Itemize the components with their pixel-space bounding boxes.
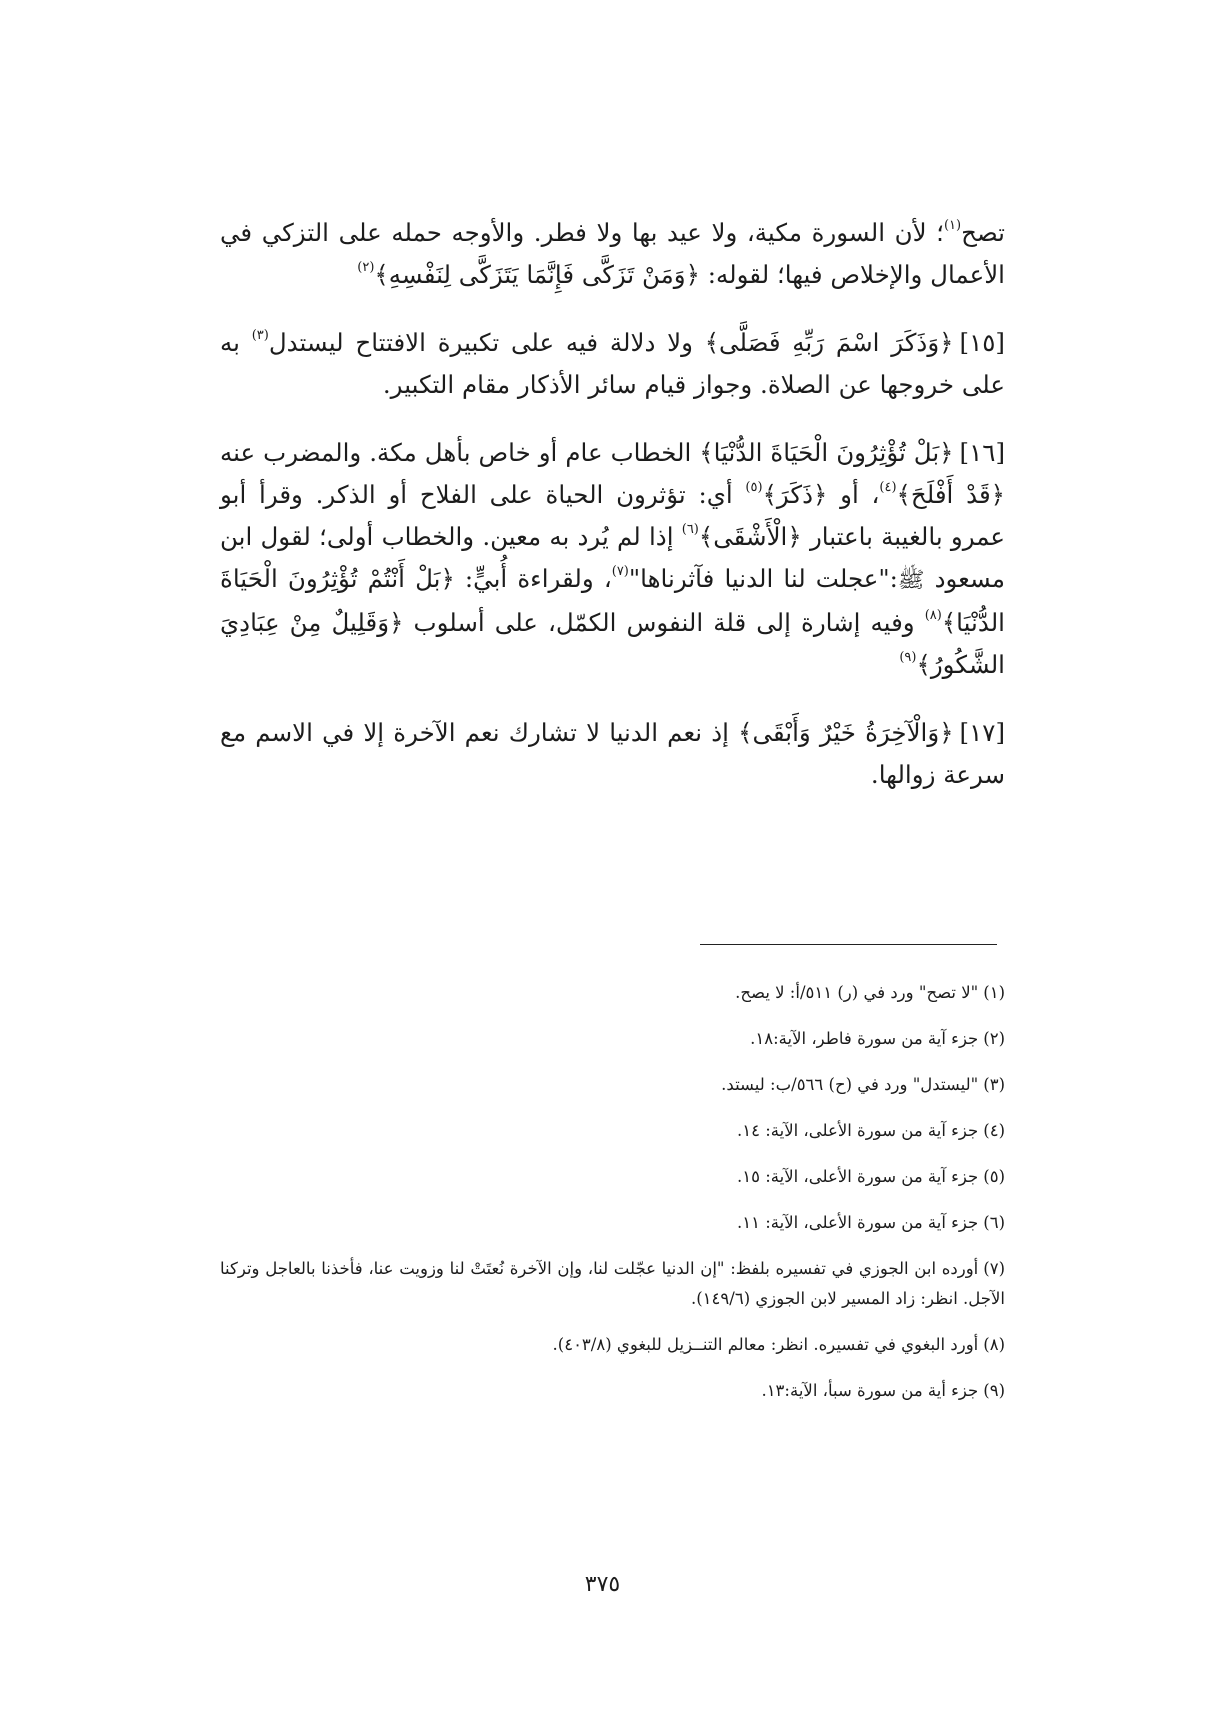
- text-run: الخطاب عام أو خاص بأهل مكة. والمضرب عنه: [220, 438, 700, 467]
- footnote-item: [220, 1330, 1005, 1360]
- footnote-text: "ليستدل" ورد في (ح) ٥٦٦/ب: ليستد.: [721, 1075, 979, 1094]
- footnote-item: [220, 1208, 1005, 1238]
- footnote-text: جزء آية من سورة فاطر، الآية:١٨.: [750, 1029, 979, 1048]
- footnote-number: (٧): [983, 1259, 1005, 1278]
- paragraph-16: [220, 432, 1005, 686]
- footnote-item: [220, 1254, 1005, 1314]
- footnote-text: أورد البغوي في تفسيره. انظر: معالم التنــزيل للبغوي (٤٠٣/٨).: [552, 1335, 979, 1354]
- footnote-item: [220, 978, 1005, 1008]
- main-text: [220, 212, 1005, 796]
- footnote-number: (٢): [983, 1029, 1005, 1048]
- quran-quote: ﴿وَذَكَرَ اسْمَ رَبِّهِ فَصَلَّى﴾: [704, 328, 954, 357]
- footnote-item: [220, 1024, 1005, 1054]
- text-run: ، ولقراءة أُبيٍّ:: [454, 564, 612, 593]
- text-run: به على خروجها عن الصلاة. وجواز قيام سائر الأذكار مقام التكبير.: [220, 328, 1005, 399]
- footnote-text: "لا تصح" ورد في (ر) ٥١١/أ: لا يصح.: [735, 983, 979, 1002]
- footnote-text: جزء أية من سورة سبأ، الآية:١٣.: [761, 1381, 979, 1400]
- quran-quote: ﴿وَمَنْ تَزَكَّى فَإِنَّمَا يَتَزَكَّى لِنَفْسِهِ﴾: [374, 260, 700, 289]
- page-number: ٣٧٥: [584, 1572, 621, 1597]
- verse-number: [١٥]: [959, 328, 1005, 357]
- footnote-ref-7[interactable]: (٧): [611, 564, 629, 579]
- footnote-number: (٤): [983, 1121, 1005, 1140]
- text-run: إذا لم يُرد به معين. والخطاب أولى؛ لقول ابن مسعود: [220, 522, 1005, 593]
- footnote-separator: [700, 944, 997, 945]
- footnote-number: (١): [983, 983, 1005, 1002]
- footnote-ref-4[interactable]: (٤): [879, 480, 897, 495]
- quran-quote: ﴿وَالْآخِرَةُ خَيْرٌ وَأَبْقَى﴾: [738, 718, 954, 747]
- footnote-ref-3[interactable]: (٣): [251, 328, 269, 343]
- quran-quote: ﴿بَلْ أَنْتُمْ تُؤْثِرُونَ الْحَيَاةَ الدُّنْيَا﴾: [220, 564, 1005, 637]
- text-run: تصح: [961, 218, 1005, 247]
- footnote-ref-6[interactable]: (٦): [681, 522, 699, 537]
- footnote-text: جزء آية من سورة الأعلى، الآية: ١٥.: [736, 1167, 979, 1186]
- text-run: ولا دلالة فيه على تكبيرة الافتتاح ليستدل: [268, 328, 705, 357]
- text-run: ، أو: [827, 480, 880, 509]
- footnote-ref-8[interactable]: (٨): [924, 608, 942, 623]
- paragraph-15: [220, 322, 1005, 406]
- footnote-item: [220, 1070, 1005, 1100]
- verse-number: [١٦]: [959, 438, 1005, 467]
- footnote-text: جزء آية من سورة الأعلى، الآية: ١١.: [736, 1213, 979, 1232]
- quran-quote: ﴿بَلْ تُؤْثِرُونَ الْحَيَاةَ الدُّنْيَا﴾: [699, 438, 954, 467]
- quran-quote: ﴿ذَكَرَ﴾: [762, 480, 828, 509]
- paragraph-intro: [220, 212, 1005, 296]
- quran-quote: ﴿وَقَلِيلٌ مِنْ عِبَادِيَ الشَّكُورُ﴾: [220, 608, 1005, 679]
- footnote-item: [220, 1376, 1005, 1406]
- verse-number: [١٧]: [959, 718, 1005, 747]
- footnote-item: [220, 1116, 1005, 1146]
- footnote-number: (٨): [983, 1335, 1005, 1354]
- footnote-ref-1[interactable]: (١): [943, 218, 962, 233]
- footnote-text: جزء آية من سورة الأعلى، الآية: ١٤.: [736, 1121, 979, 1140]
- footnote-ref-2[interactable]: (٢): [357, 260, 375, 275]
- text-run: إذ نعم الدنيا لا تشارك نعم الآخرة إلا في الاسم مع سرعة زوالها.: [220, 718, 1005, 789]
- footnote-number: (٦): [983, 1213, 1005, 1232]
- footnote-ref-5[interactable]: (٥): [745, 480, 763, 495]
- footnote-item: [220, 1162, 1005, 1192]
- text-run: ؛ لأن السورة مكية، ولا عيد بها ولا فطر. والأوجه حمله على التزكي في الأعمال والإخلاص فيها؛ لقوله:: [220, 218, 1005, 289]
- footnotes: [220, 978, 1005, 1422]
- quran-quote: ﴿الْأَشْقَى﴾: [698, 522, 802, 551]
- footnote-number: (٩): [983, 1381, 1005, 1400]
- footnote-number: (٥): [983, 1167, 1005, 1186]
- honorific-glyph: ﷺ: [897, 568, 925, 593]
- paragraph-17: [220, 712, 1005, 796]
- footnote-ref-9[interactable]: (٩): [899, 650, 917, 665]
- footnote-number: (٣): [983, 1075, 1005, 1094]
- text-run: وفيه إشارة إلى قلة النفوس الكمّل، على أسلوب: [403, 608, 925, 637]
- text-run: أي: تؤثرون الحياة على الفلاح أو الذكر. وقرأ أبو عمرو بالغيبة باعتبار: [220, 480, 1005, 551]
- text-run: :"عجلت لنا الدنيا فآثرناها": [628, 564, 898, 593]
- footnote-text: أورده ابن الجوزي في تفسيره بلفظ: "إن الدنيا عجّلت لنا، وإن الآخرة نُعتَتْ لنا وزويت عنا، فأخذنا بالعاجل وتركنا الآجل. انظر: زاد المسير لابن الجوزي (١٤٩/٦).: [220, 1259, 1005, 1308]
- quran-quote: ﴿قَدْ أَفْلَحَ﴾: [896, 480, 1006, 509]
